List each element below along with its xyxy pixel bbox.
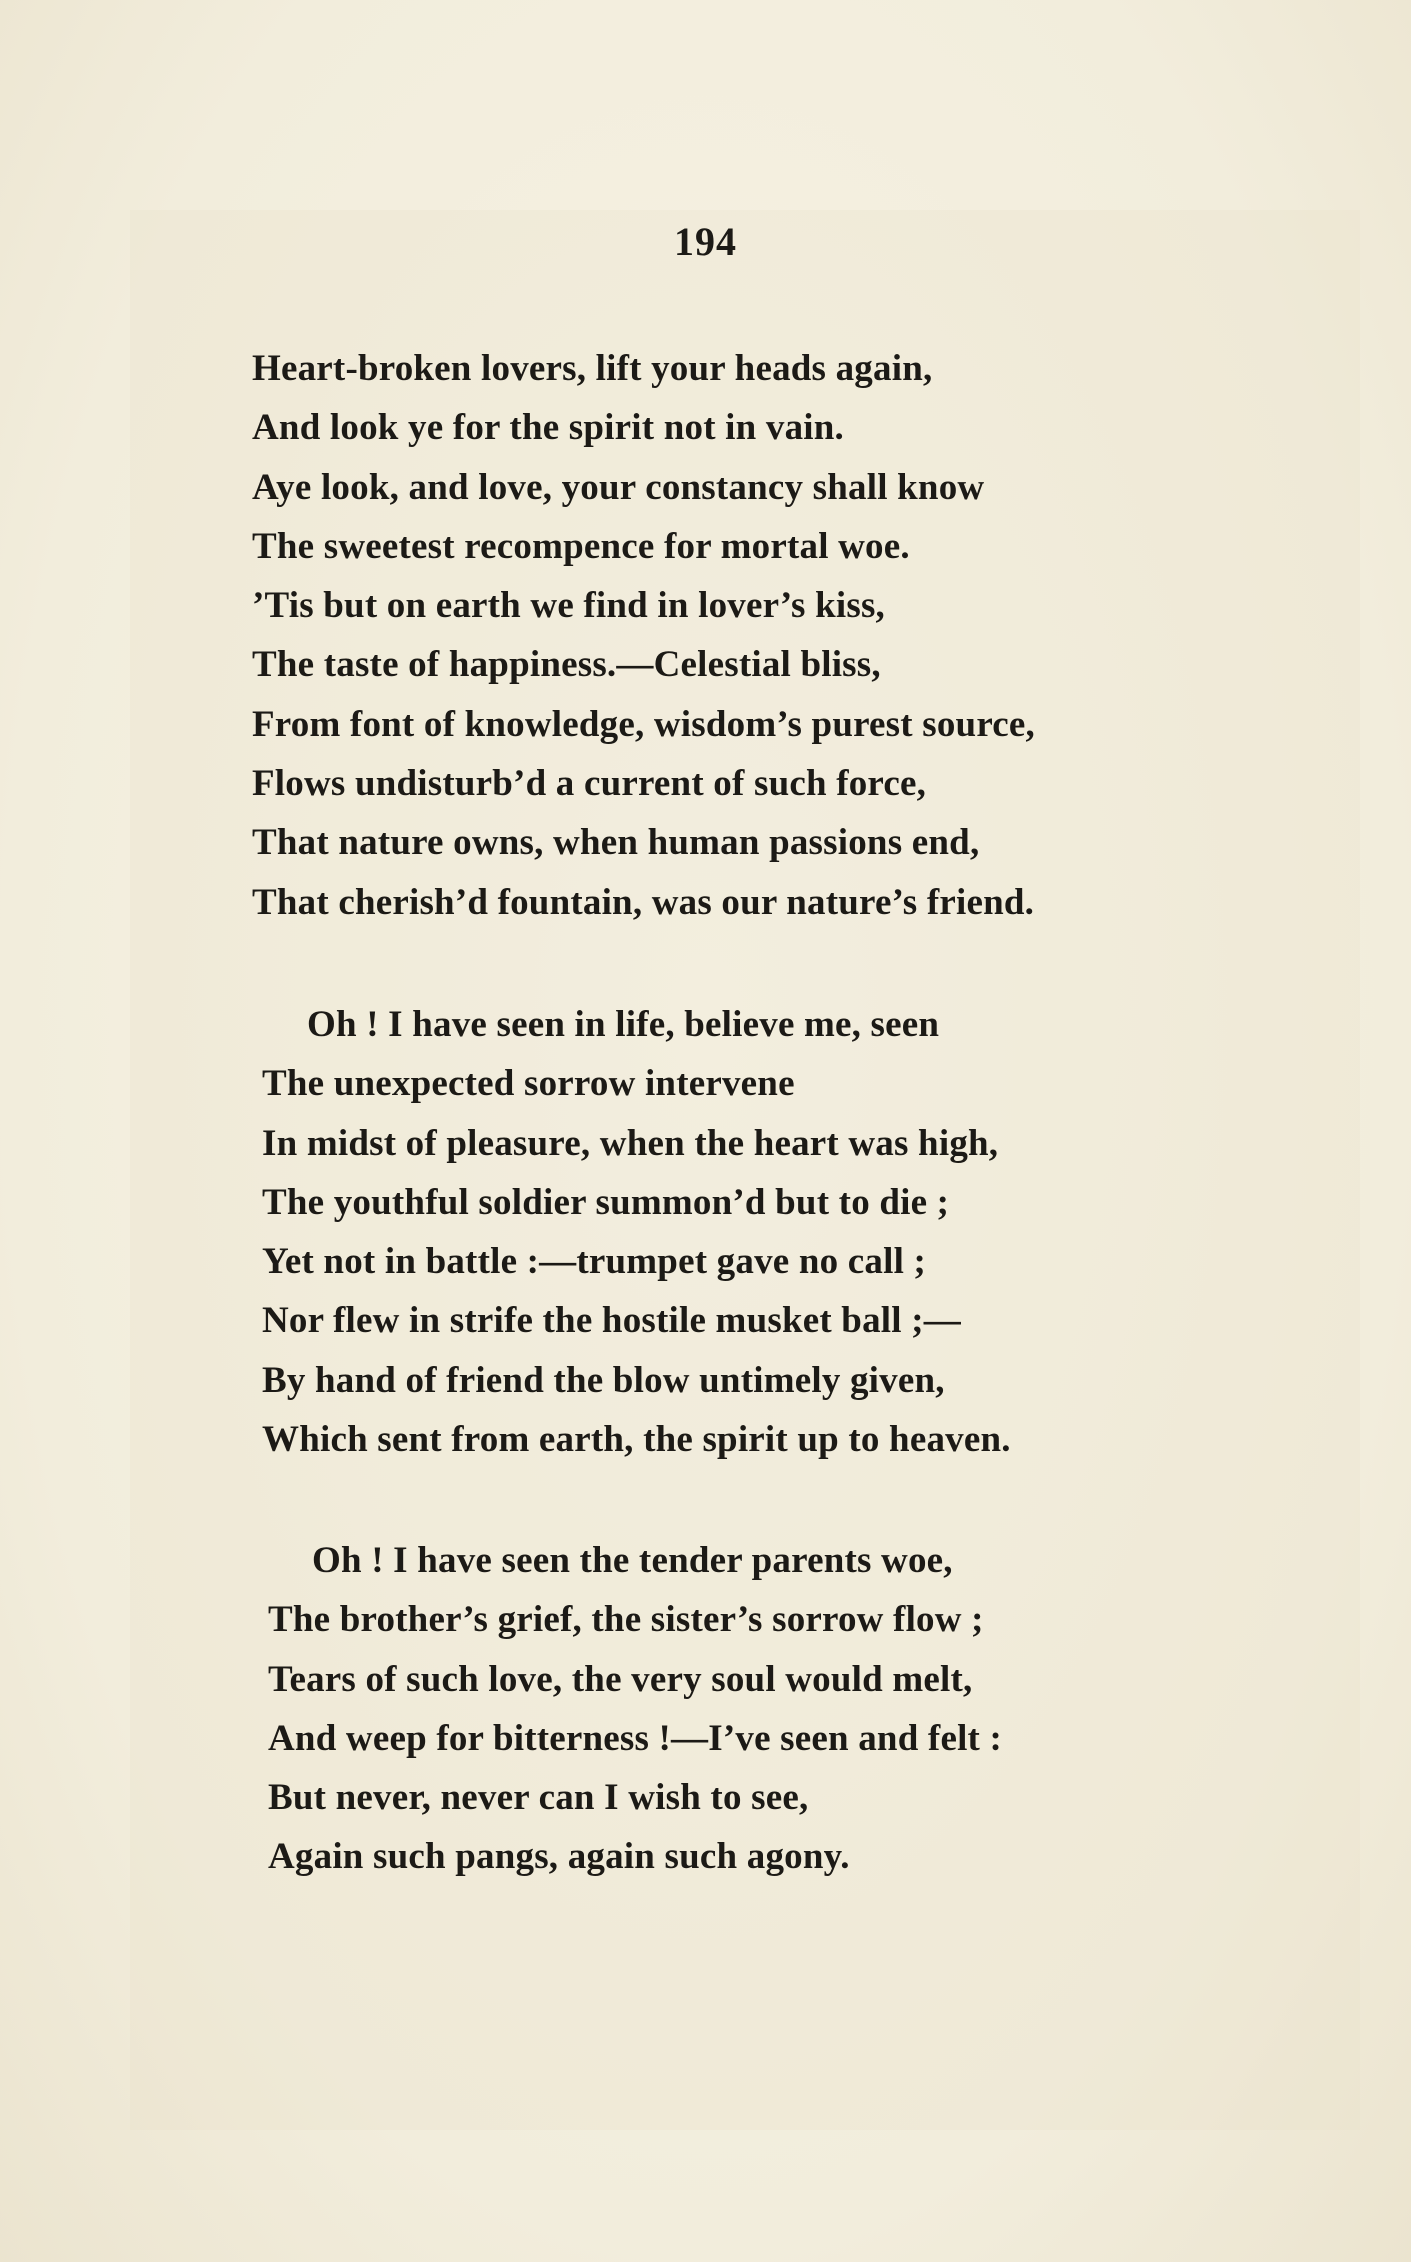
verse-line: In midst of pleasure, when the heart was high, bbox=[262, 1122, 999, 1164]
page-number: 194 bbox=[674, 219, 737, 264]
verse-line: Nor flew in strife the hostile musket ball ;— bbox=[262, 1300, 961, 1342]
verse-line: The brother’s grief, the sister’s sorrow flow ; bbox=[268, 1599, 984, 1641]
verse-line: ’Tis but on earth we find in lover’s kiss, bbox=[252, 585, 886, 627]
verse-line: That nature owns, when human passions end, bbox=[252, 822, 980, 864]
verse-line: The unexpected sorrow intervene bbox=[262, 1063, 795, 1105]
verse-line: Oh ! I have seen in life, believe me, seen bbox=[307, 1004, 940, 1045]
verse-line: The sweetest recompence for mortal woe. bbox=[252, 525, 910, 567]
verse-line: The taste of happiness.—Celestial bliss, bbox=[252, 644, 881, 686]
verse-line: Heart-broken lovers, lift your heads again, bbox=[252, 348, 933, 389]
verse-line: Which sent from earth, the spirit up to heaven. bbox=[262, 1419, 1011, 1461]
verse-line: Again such pangs, again such agony. bbox=[268, 1836, 850, 1878]
verse-line: And weep for bitterness !—I’ve seen and felt : bbox=[268, 1717, 1003, 1759]
verse-line: By hand of friend the blow untimely given, bbox=[262, 1359, 945, 1401]
verse-line: Yet not in battle :—trumpet gave no call ; bbox=[262, 1241, 927, 1283]
verse-line: That cherish’d fountain, was our nature’s friend. bbox=[252, 881, 1035, 923]
verse-line: Oh ! I have seen the tender parents woe, bbox=[312, 1540, 953, 1581]
stanza-3 bbox=[268, 1531, 1002, 1887]
verse-line: But never, never can I wish to see, bbox=[268, 1777, 809, 1819]
stanza-1 bbox=[252, 339, 1035, 932]
verse-line: Flows undisturb’d a current of such force, bbox=[252, 763, 927, 805]
verse-line: Aye look, and love, your constancy shall know bbox=[252, 466, 985, 508]
stanza-2 bbox=[262, 995, 1011, 1469]
verse-line: From font of knowledge, wisdom’s purest source, bbox=[252, 703, 1035, 745]
verse-line: And look ye for the spirit not in vain. bbox=[252, 407, 844, 449]
verse-line: Tears of such love, the very soul would melt, bbox=[268, 1658, 973, 1700]
verse-line: The youthful soldier summon’d but to die ; bbox=[262, 1181, 950, 1223]
